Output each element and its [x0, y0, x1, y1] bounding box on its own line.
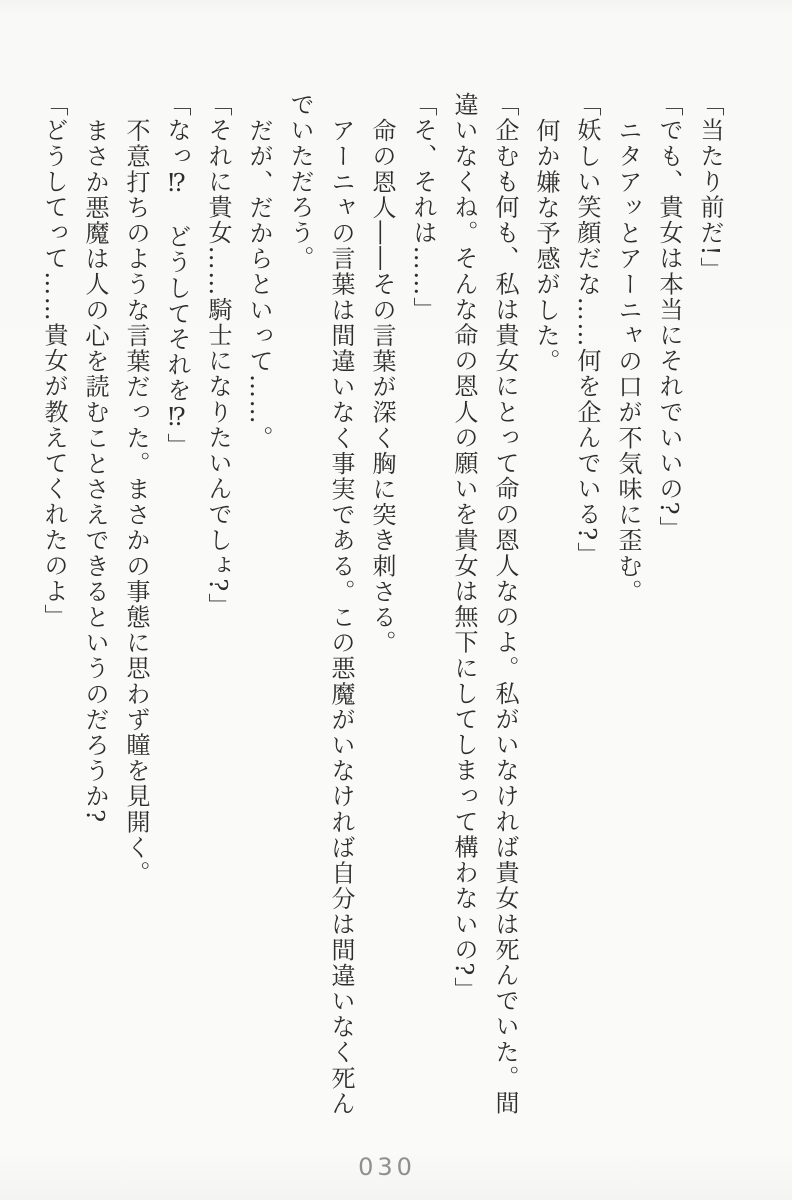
text-line: 「企むも何も、私は貴女にとって命の恩人なのよ。私がいなければ貴女は死んでいた。間 — [491, 92, 519, 1116]
text-line: 「妖しい笑顔だな……何を企んでいる?」 — [573, 92, 601, 568]
text-line: 何か嫌な予感がした。 — [532, 118, 560, 374]
text-line: 「どうしてって……貴女が教えてくれたのよ」 — [40, 92, 68, 630]
text-line: まさか悪魔は人の心を読むことさえできるというのだろうか? — [81, 118, 109, 824]
page-number: 030 — [358, 1153, 416, 1181]
text-line: 違いなくね。そんな命の恩人の願いを貴女は無下にしてしまって構わないの?」 — [450, 92, 478, 1003]
text-line: でいただろう。 — [286, 92, 314, 272]
text-line: 不意打ちのような言葉だった。まさかの事態に思わず瞳を見開く。 — [122, 118, 150, 886]
text-line: だが、だからといって……。 — [245, 118, 273, 451]
text-line: 「それに貴女……騎士になりたいんでしょ?」 — [204, 92, 232, 619]
text-line: 「当たり前だ!」 — [696, 92, 724, 283]
text-line: 「でも、貴女は本当にそれでいいの?」 — [655, 92, 683, 542]
text-line: 「なっ⁉ どうしてそれを⁉」 — [163, 92, 191, 459]
text-line: 「そ、それは……」 — [409, 92, 437, 323]
text-block — [33, 92, 730, 1142]
text-line: ニタアッとアーニャの口が不気味に歪む。 — [614, 118, 642, 605]
text-line: 命の恩人――その言葉が深く胸に突き刺さる。 — [368, 118, 396, 656]
text-line: アーニャの言葉は間違いなく事実である。この悪魔がいなければ自分は間違いなく死ん — [327, 118, 355, 1117]
